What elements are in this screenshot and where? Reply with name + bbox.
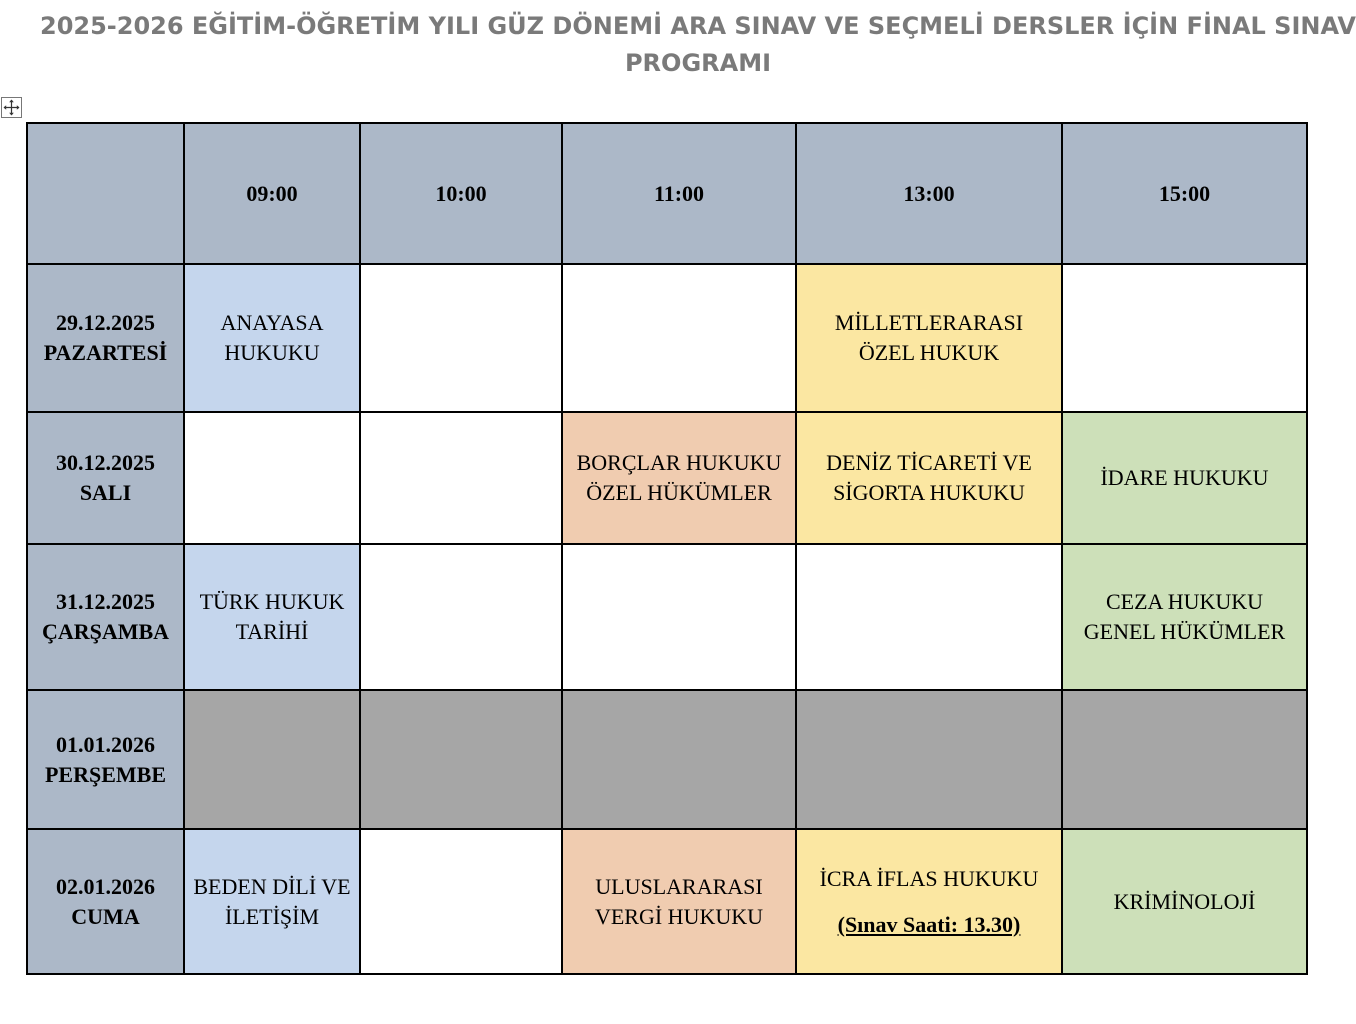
exam-cell-title: İCRA İFLAS HUKUKU	[819, 865, 1039, 891]
date-label: 30.12.2025	[56, 450, 155, 475]
day-header	[27, 690, 184, 829]
exam-cell: BORÇLAR HUKUKU ÖZEL HÜKÜMLER	[562, 412, 796, 544]
day-header	[27, 264, 184, 412]
exam-time-note: (Sınav Saati: 13.30)	[837, 911, 1021, 937]
holiday-cell	[1062, 690, 1307, 829]
weekday-label: SALI	[79, 480, 132, 505]
exam-cell: KRİMİNOLOJİ	[1062, 829, 1307, 974]
exam-cell: ANAYASA HUKUKU	[184, 264, 360, 412]
empty-cell	[360, 264, 562, 412]
header-row	[27, 123, 1307, 264]
exam-cell: İDARE HUKUKU	[1062, 412, 1307, 544]
weekday-label: CUMA	[71, 903, 140, 929]
table-row	[27, 690, 1307, 829]
date-label: 31.12.2025	[56, 589, 155, 614]
holiday-cell	[562, 690, 796, 829]
table-row	[27, 264, 1307, 412]
day-header	[27, 829, 184, 974]
empty-cell	[796, 544, 1062, 690]
time-header-1000: 10:00	[360, 123, 562, 264]
empty-cell	[184, 412, 360, 544]
weekday-label: PAZARTESİ	[43, 340, 168, 365]
holiday-cell	[184, 690, 360, 829]
time-header-1100: 11:00	[562, 123, 796, 264]
empty-cell	[360, 829, 562, 974]
time-header-0900: 09:00	[184, 123, 360, 264]
page-title-line-1: 2025-2026 EĞİTİM-ÖĞRETİM YILI GÜZ DÖNEMİ ARA SINAV VE SEÇMELİ DERSLER İÇİN FİNAL SINAV	[40, 12, 1356, 40]
empty-cell	[562, 544, 796, 690]
empty-cell	[1062, 264, 1307, 412]
exam-cell: ULUSLARARASI VERGİ HUKUKU	[562, 829, 796, 974]
exam-cell: MİLLETLERARASI ÖZEL HUKUK	[796, 264, 1062, 412]
empty-cell	[562, 264, 796, 412]
exam-cell-with-note	[796, 829, 1062, 974]
day-header	[27, 412, 184, 544]
empty-cell	[360, 412, 562, 544]
exam-cell: TÜRK HUKUK TARİHİ	[184, 544, 360, 690]
weekday-label: ÇARŞAMBA	[41, 619, 170, 644]
exam-cell: DENİZ TİCARETİ VE SİGORTA HUKUKU	[796, 412, 1062, 544]
page-title	[40, 8, 1356, 82]
date-label: 29.12.2025	[56, 310, 155, 335]
date-label: 02.01.2026	[56, 873, 155, 899]
time-header-1300: 13:00	[796, 123, 1062, 264]
holiday-cell	[796, 690, 1062, 829]
time-header-1500: 15:00	[1062, 123, 1307, 264]
corner-cell	[27, 123, 184, 264]
table-row	[27, 829, 1307, 974]
table-row	[27, 412, 1307, 544]
date-label: 01.01.2026	[56, 731, 155, 757]
page-title-line-2: PROGRAMI	[624, 49, 772, 77]
empty-cell	[360, 544, 562, 690]
holiday-cell	[360, 690, 562, 829]
move-arrows-icon[interactable]	[1, 97, 22, 118]
weekday-label: PERŞEMBE	[44, 761, 167, 787]
exam-schedule-table	[26, 122, 1308, 975]
day-header	[27, 544, 184, 690]
table-row	[27, 544, 1307, 690]
exam-cell: CEZA HUKUKU GENEL HÜKÜMLER	[1062, 544, 1307, 690]
exam-cell: BEDEN DİLİ VE İLETİŞİM	[184, 829, 360, 974]
